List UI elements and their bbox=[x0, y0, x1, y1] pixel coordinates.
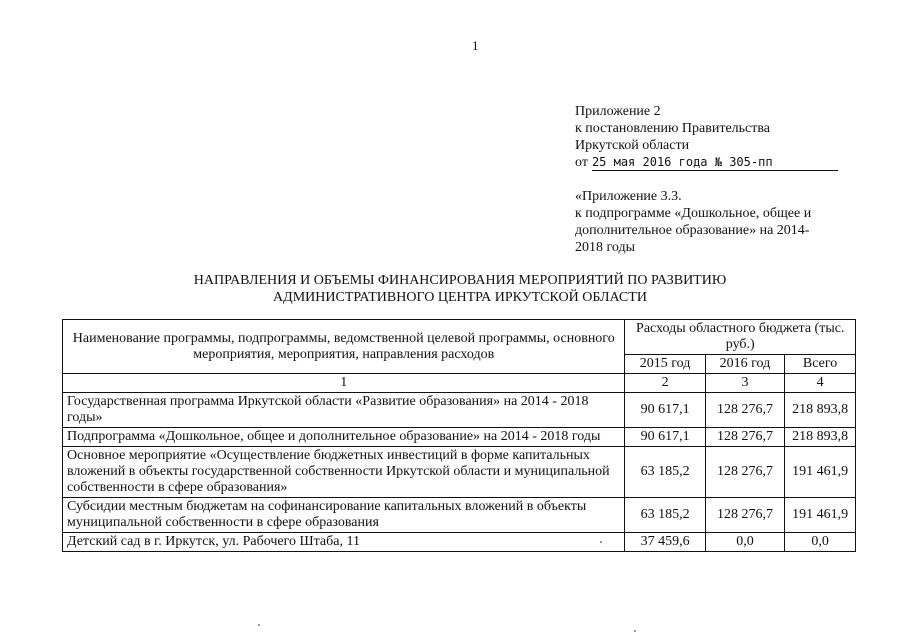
row-2015-cell: 37 459,6 bbox=[625, 533, 705, 552]
sub-appendix-block bbox=[575, 188, 850, 256]
row-2016-cell: 128 276,7 bbox=[705, 498, 784, 533]
column-number-cell: 3 bbox=[705, 374, 784, 393]
row-2016-cell: 128 276,7 bbox=[705, 428, 784, 447]
scan-speck bbox=[258, 624, 260, 626]
column-numbers-row bbox=[63, 374, 856, 393]
row-total-cell: 218 893,8 bbox=[785, 428, 856, 447]
appendix-line: Иркутской области bbox=[575, 138, 690, 153]
row-total-cell: 0,0 bbox=[785, 533, 856, 552]
appendix-line: Приложение 2 bbox=[575, 104, 661, 119]
row-2016-cell: 128 276,7 bbox=[705, 393, 784, 428]
row-total-cell: 191 461,9 bbox=[785, 447, 856, 498]
title-line-1: НАПРАВЛЕНИЯ И ОБЪЕМЫ ФИНАНСИРОВАНИЯ МЕРОПРИЯТИЙ ПО РАЗВИТИЮ bbox=[193, 273, 727, 288]
decree-date-prefix: от bbox=[575, 155, 588, 170]
header-name-cell: Наименование программы, подпрограммы, ведомственной целевой программы, основного мероприятия, мероприятия, направления расходов bbox=[63, 320, 625, 374]
appendix-block bbox=[575, 103, 855, 171]
table-header-row bbox=[63, 320, 856, 355]
row-2016-cell: 0,0 bbox=[705, 533, 784, 552]
row-name-cell: Государственная программа Иркутской области «Развитие образования» на 2014 - 2018 годы» bbox=[63, 393, 625, 428]
header-year-2015: 2015 год bbox=[625, 355, 705, 374]
document-title bbox=[150, 272, 770, 306]
table-row bbox=[63, 393, 856, 428]
sub-appendix-line: «Приложение 3.3. bbox=[575, 189, 682, 204]
decree-date-value: 25 мая 2016 года № 305-пп bbox=[592, 155, 838, 171]
table-row bbox=[63, 428, 856, 447]
row-name-cell: Подпрограмма «Дошкольное, общее и дополнительное образование» на 2014 - 2018 годы bbox=[63, 428, 625, 447]
sub-appendix-line: дополнительное образование» на 2014- bbox=[575, 223, 810, 238]
table-row bbox=[63, 533, 856, 552]
row-2016-cell: 128 276,7 bbox=[705, 447, 784, 498]
row-2015-cell: 90 617,1 bbox=[625, 428, 705, 447]
scan-speck bbox=[634, 630, 636, 632]
header-expenses-cell: Расходы областного бюджета (тыс. руб.) bbox=[625, 320, 856, 355]
budget-table bbox=[62, 319, 856, 552]
page-number: 1 bbox=[472, 38, 479, 53]
column-number-cell: 1 bbox=[63, 374, 625, 393]
row-name-cell: Детский сад в г. Иркутск, ул. Рабочего Штаба, 11 bbox=[63, 533, 625, 552]
sub-appendix-line: к подпрограмме «Дошкольное, общее и bbox=[575, 206, 812, 221]
row-total-cell: 191 461,9 bbox=[785, 498, 856, 533]
header-total: Всего bbox=[785, 355, 856, 374]
table-row bbox=[63, 447, 856, 498]
row-2015-cell: 90 617,1 bbox=[625, 393, 705, 428]
table-row bbox=[63, 498, 856, 533]
header-year-2016: 2016 год bbox=[705, 355, 784, 374]
row-2015-cell: 63 185,2 bbox=[625, 447, 705, 498]
decree-date-line bbox=[575, 154, 855, 171]
row-name-cell: Субсидии местным бюджетам на софинансирование капитальных вложений в объекты муниципальной собственности в сфере образования bbox=[63, 498, 625, 533]
title-line-2: АДМИНИСТРАТИВНОГО ЦЕНТРА ИРКУТСКОЙ ОБЛАСТИ bbox=[273, 290, 647, 305]
row-2015-cell: 63 185,2 bbox=[625, 498, 705, 533]
scan-speck bbox=[600, 541, 602, 543]
appendix-line: к постановлению Правительства bbox=[575, 121, 771, 136]
row-total-cell: 218 893,8 bbox=[785, 393, 856, 428]
column-number-cell: 4 bbox=[785, 374, 856, 393]
column-number-cell: 2 bbox=[625, 374, 705, 393]
row-name-cell: Основное мероприятие «Осуществление бюджетных инвестиций в форме капитальных вложений в объекты государственной собственности Иркутской области и муниципальной собственности в сфере образования» bbox=[63, 447, 625, 498]
sub-appendix-line: 2018 годы bbox=[575, 240, 636, 255]
